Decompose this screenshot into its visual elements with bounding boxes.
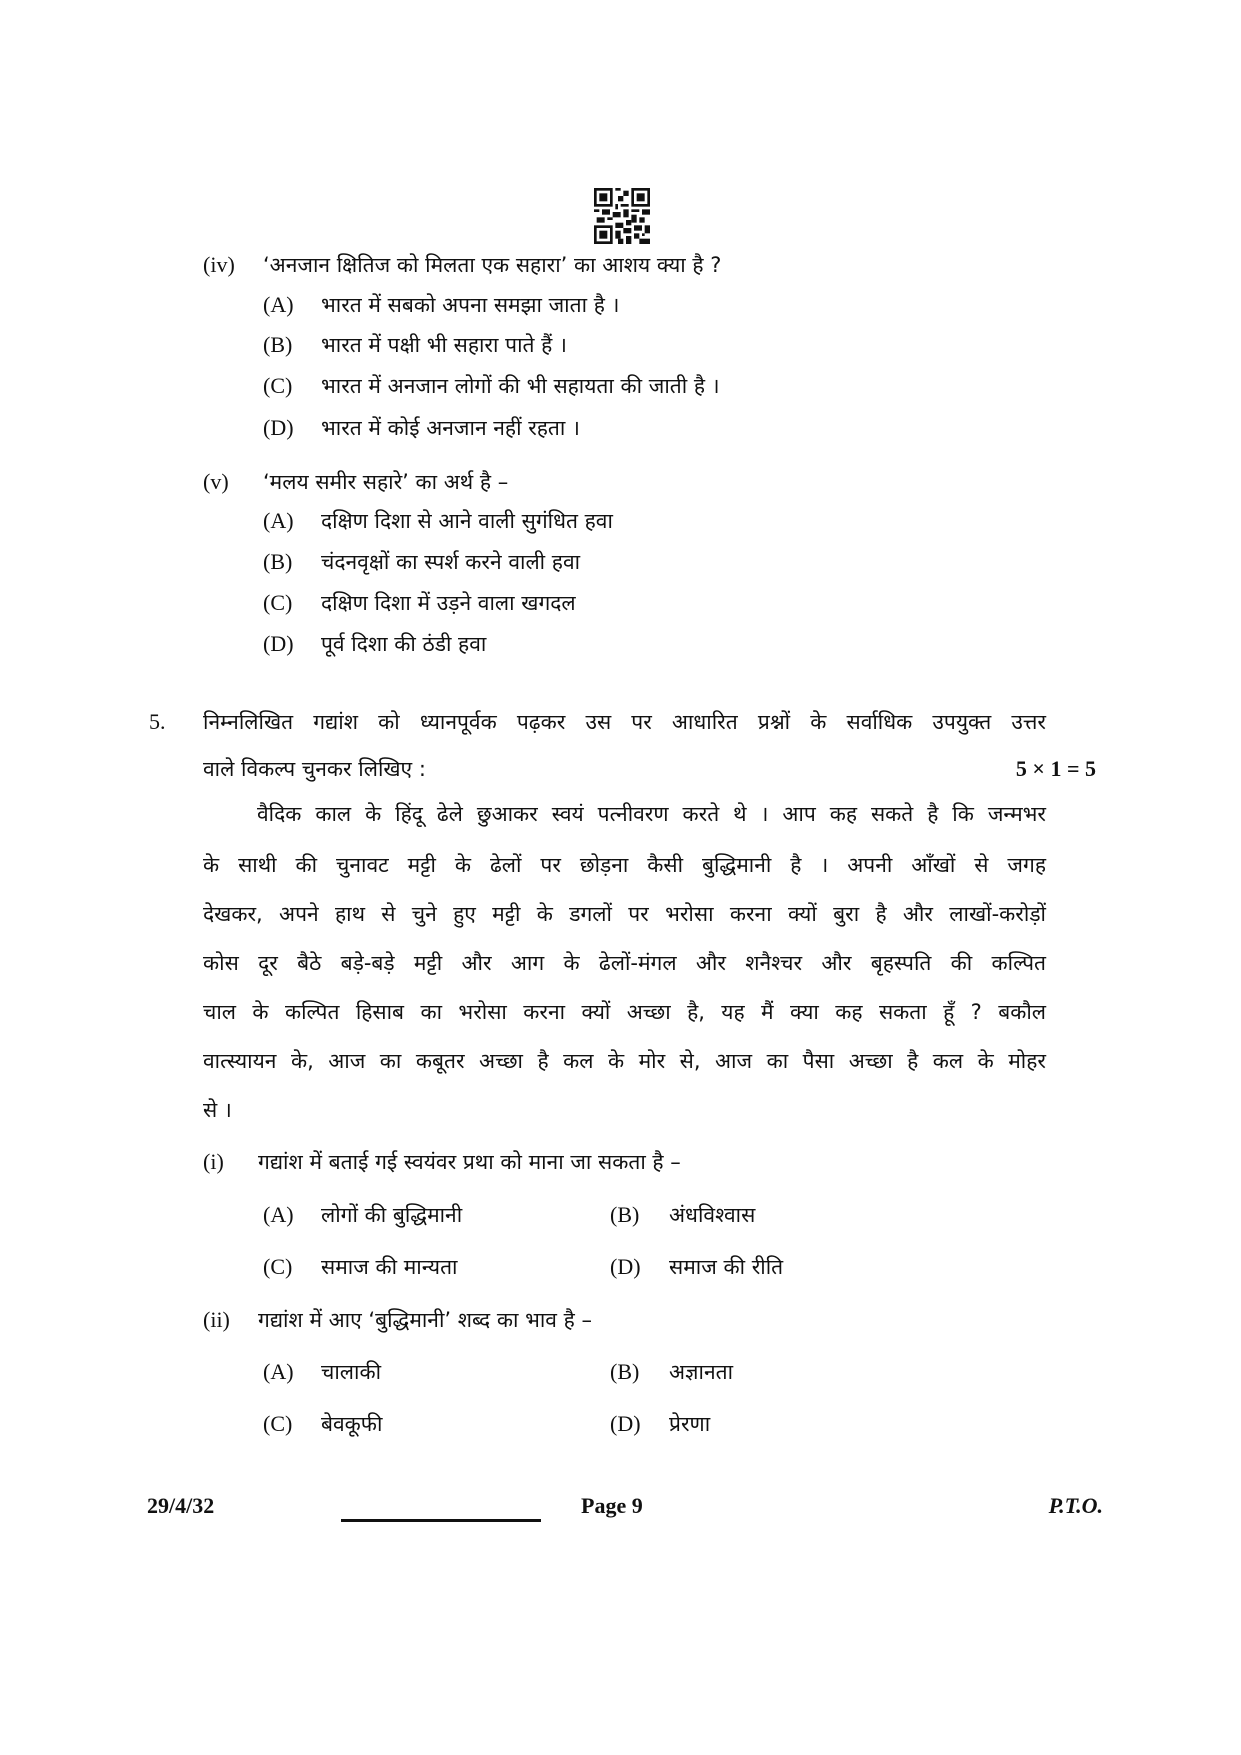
passage-line: कोस दूर बैठे बड़े-बड़े मट्टी और आग के ढेलों-मंगल और शनैश्चर और बृहस्पति की कल्पित	[203, 951, 1046, 975]
option-label: (A)	[263, 1202, 294, 1227]
option-label: (D)	[263, 631, 294, 656]
passage-line: के साथी की चुनावट मट्टी के ढेलों पर छोड़ना कैसी बुद्धिमानी है । अपनी आँखों से जगह	[203, 853, 1046, 877]
option-text: पूर्व दिशा की ठंडी हवा	[321, 632, 487, 656]
option-text: समाज की रीति	[669, 1255, 784, 1279]
question-label: (v)	[203, 469, 229, 494]
option-text: चालाकी	[321, 1360, 382, 1384]
option-label: (D)	[263, 415, 294, 440]
option-label: (B)	[263, 549, 293, 574]
option-label: (B)	[263, 332, 293, 357]
passage-line: वात्स्यायन के, आज का कबूतर अच्छा है कल के मोर से, आज का पैसा अच्छा है कल के मोहर	[203, 1049, 1046, 1073]
question-text: ‘मलय समीर सहारे’ का अर्थ है –	[263, 470, 509, 494]
question-label: (ii)	[203, 1307, 230, 1332]
option-text: भारत में सबको अपना समझा जाता है ।	[321, 293, 620, 317]
page-number: Page 9	[581, 1493, 643, 1518]
option-label: (C)	[263, 1254, 293, 1279]
question-instruction: निम्नलिखित गद्यांश को ध्यानपूर्वक पढ़कर उस पर आधारित प्रश्नों के सर्वाधिक उपयुक्त उत्तर	[203, 710, 1046, 734]
option-label: (D)	[610, 1254, 641, 1279]
option-label: (A)	[263, 1359, 294, 1384]
question-label: (iv)	[203, 252, 235, 277]
passage-line: देखकर, अपने हाथ से चुने हुए मट्टी के डगलों पर भरोसा करना क्यों बुरा है और लाखों-करोड़ों	[203, 902, 1046, 926]
option-text: भारत में कोई अनजान नहीं रहता ।	[321, 416, 580, 440]
option-label: (D)	[610, 1411, 641, 1436]
option-label: (A)	[263, 292, 294, 317]
qr-code-icon	[594, 188, 650, 244]
option-text: अज्ञानता	[669, 1360, 734, 1384]
footer-divider	[341, 1519, 541, 1522]
question-text: गद्यांश में बताई गई स्वयंवर प्रथा को माना जा सकता है –	[258, 1150, 681, 1174]
option-text: समाज की मान्यता	[321, 1255, 458, 1279]
option-label: (C)	[263, 590, 293, 615]
question-label: (i)	[203, 1149, 224, 1174]
option-label: (B)	[610, 1359, 640, 1384]
option-text: लोगों की बुद्धिमानी	[321, 1203, 463, 1227]
option-text: दक्षिण दिशा में उड़ने वाला खगदल	[321, 591, 576, 615]
passage-line: वैदिक काल के हिंदू ढेले छुआकर स्वयं पत्नीवरण करते थे । आप कह सकते है कि जन्मभर	[257, 802, 1046, 826]
option-label: (C)	[263, 373, 293, 398]
question-number: 5.	[149, 709, 166, 734]
option-label: (A)	[263, 508, 294, 533]
option-text: अंधविश्वास	[669, 1203, 756, 1227]
option-text: भारत में पक्षी भी सहारा पाते हैं ।	[321, 333, 567, 357]
option-text: बेवकूफी	[321, 1412, 383, 1436]
question-instruction: वाले विकल्प चुनकर लिखिए :	[203, 757, 426, 781]
question-text: गद्यांश में आए ‘बुद्धिमानी’ शब्द का भाव है –	[258, 1308, 592, 1332]
paper-code: 29/4/32	[147, 1493, 215, 1518]
option-text: दक्षिण दिशा से आने वाली सुगंधित हवा	[321, 509, 613, 533]
option-text: प्रेरणा	[669, 1412, 711, 1436]
passage-line: से ।	[203, 1098, 232, 1122]
option-label: (C)	[263, 1411, 293, 1436]
please-turn-over: P.T.O.	[1048, 1493, 1103, 1518]
option-text: चंदनवृक्षों का स्पर्श करने वाली हवा	[321, 550, 581, 574]
question-text: ‘अनजान क्षितिज को मिलता एक सहारा’ का आशय क्या है ?	[263, 253, 722, 277]
option-text: भारत में अनजान लोगों की भी सहायता की जाती है ।	[321, 374, 720, 398]
passage-line: चाल के कल्पित हिसाब का भरोसा करना क्यों अच्छा है, यह मैं क्या कह सकता हूँ ? बकौल	[203, 1000, 1046, 1024]
marks: 5 × 1 = 5	[1015, 756, 1096, 781]
option-label: (B)	[610, 1202, 640, 1227]
